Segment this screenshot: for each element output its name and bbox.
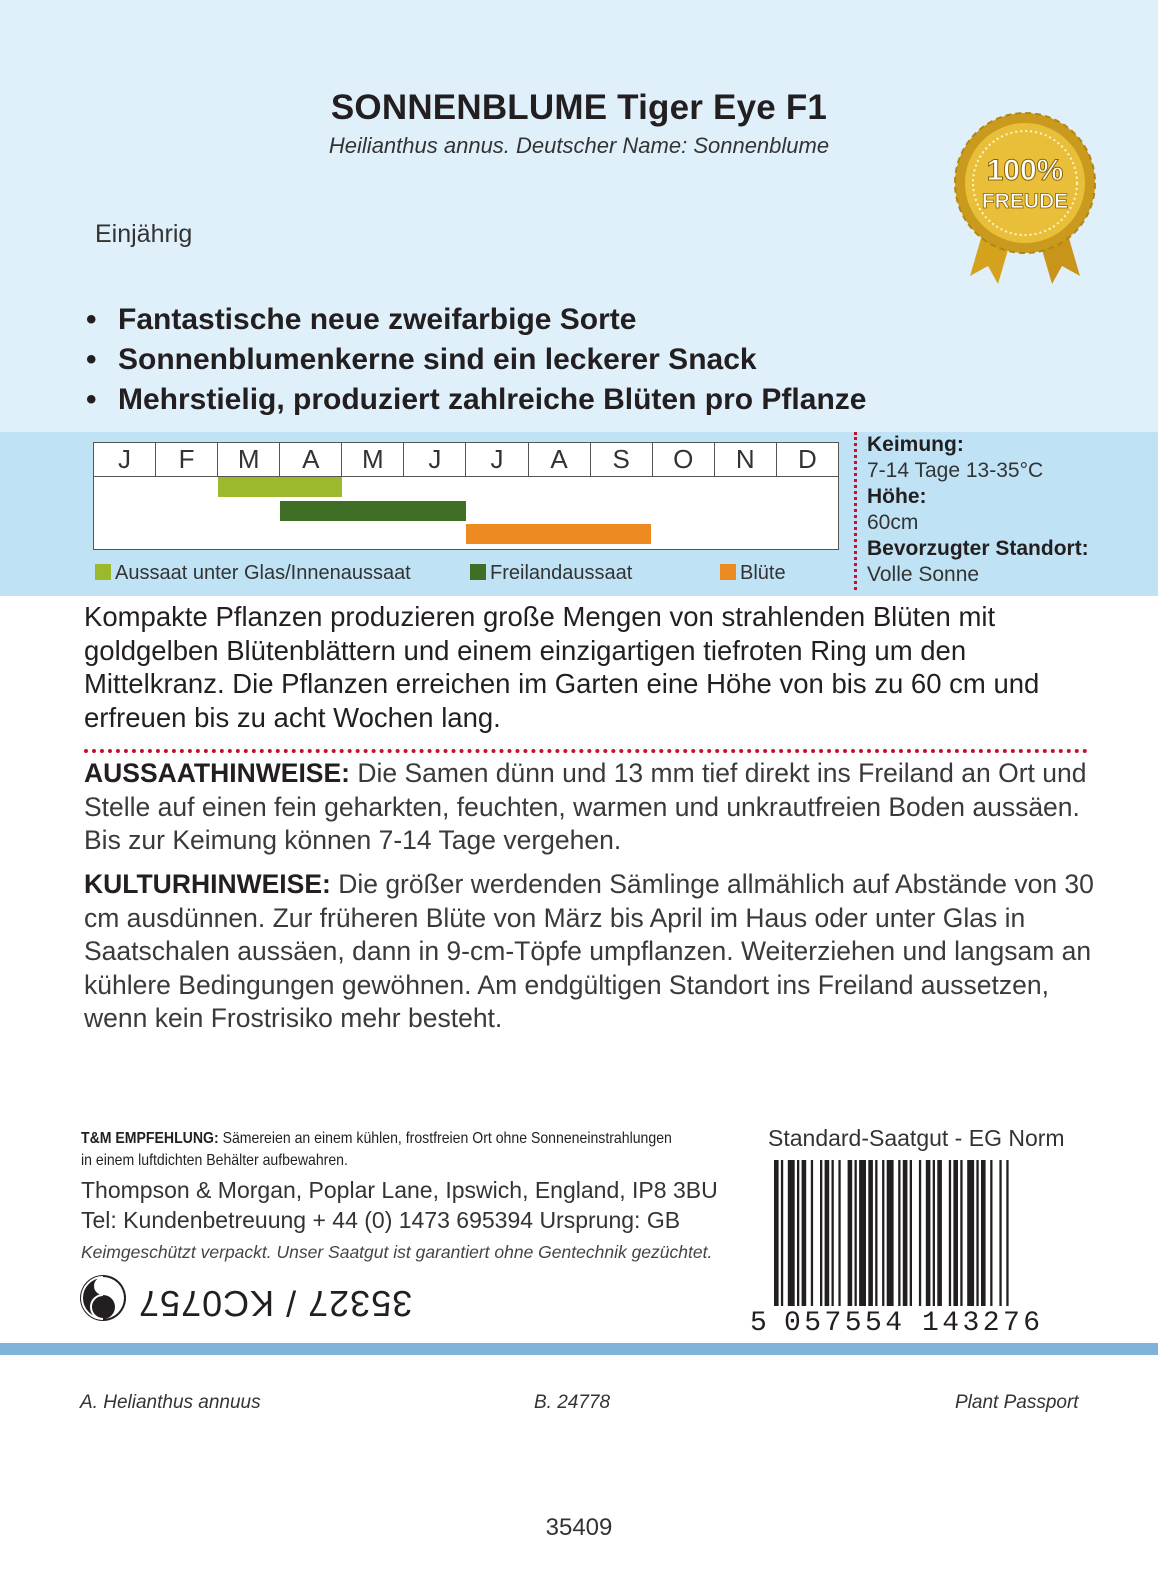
barcode-bar bbox=[990, 1160, 992, 1306]
month-label: J bbox=[466, 443, 528, 476]
barcode-digits-right: 143276 bbox=[922, 1308, 1040, 1339]
month-label: N bbox=[715, 443, 777, 476]
month-label: J bbox=[94, 443, 156, 476]
culture-instructions bbox=[84, 868, 1094, 1036]
passport-registration: B. 24778 bbox=[534, 1392, 611, 1413]
barcode-bar bbox=[910, 1160, 912, 1306]
germination-value: 7-14 Tage 13-35°C bbox=[867, 459, 1044, 482]
location-value: Volle Sonne bbox=[867, 563, 980, 586]
height-value: 60cm bbox=[867, 511, 919, 534]
month-label: A bbox=[280, 443, 342, 476]
month-label: M bbox=[342, 443, 404, 476]
freude-badge-icon bbox=[950, 108, 1100, 288]
recommendation-heading: T&M EMPFEHLUNG: bbox=[81, 1130, 219, 1147]
product-description: Kompakte Pflanzen produzieren große Mengen von strahlenden Blüten mit goldgelben Blütenblättern und einem einzigartigen tiefroten Ring um den Mittelkranz. Die Pflanzen erreichen im Garten eine Höhe von bis zu 60 cm und erfreuen bis zu acht Wochen lang. bbox=[84, 601, 1040, 733]
culture-heading: KULTURHINWEISE: bbox=[84, 869, 331, 899]
badge-percent: 100% bbox=[986, 154, 1064, 187]
packaging-note: Keimgeschützt verpackt. Unser Saatgut ist garantiert ohne Gentechnik gezüchtet. bbox=[81, 1242, 713, 1262]
product-code: 35327 / KC0757 bbox=[138, 1283, 413, 1324]
barcode-bar bbox=[937, 1160, 942, 1306]
barcode-bar bbox=[898, 1160, 900, 1306]
height-label: Höhe: bbox=[867, 485, 927, 508]
annual-label: Einjährig bbox=[95, 220, 193, 248]
barcode-bar bbox=[999, 1160, 1001, 1306]
barcode-digit-first: 5 bbox=[750, 1308, 767, 1339]
barcode-bar bbox=[788, 1160, 795, 1306]
month-label: F bbox=[156, 443, 218, 476]
sowing-instructions bbox=[84, 757, 1094, 858]
company-address: Thompson & Morgan, Poplar Lane, Ipswich, England, IP8 3BU bbox=[81, 1177, 718, 1203]
company-telephone: Tel: Kundenbetreuung + 44 (0) 1473 695394 Ursprung: GB bbox=[81, 1207, 681, 1233]
barcode-bar bbox=[825, 1160, 830, 1306]
dotted-divider bbox=[84, 749, 1088, 753]
plant-info bbox=[854, 432, 1089, 590]
month-label: D bbox=[798, 444, 817, 474]
legend-outdoor-sowing: Freilandaussaat bbox=[470, 562, 632, 585]
barcode-bar bbox=[967, 1160, 974, 1306]
barcode-bar bbox=[933, 1160, 935, 1306]
barcode-bar bbox=[949, 1160, 951, 1306]
barcode-bar bbox=[882, 1160, 884, 1306]
barcode-bar bbox=[875, 1160, 877, 1306]
barcode-bar bbox=[953, 1160, 958, 1306]
calendar-bar bbox=[280, 501, 466, 521]
sowing-calendar bbox=[93, 442, 839, 550]
passport-species: A. Helianthus annuus bbox=[80, 1392, 261, 1413]
location-label: Bevorzugter Standort: bbox=[867, 537, 1089, 560]
barcode-bar bbox=[976, 1160, 978, 1306]
barcode-bar bbox=[811, 1160, 813, 1306]
barcode-bar bbox=[781, 1160, 783, 1306]
barcode bbox=[750, 1158, 1062, 1339]
badge-word: FREUDE bbox=[981, 190, 1069, 213]
sowing-text: Die Samen dünn und 13 mm tief direkt ins Freiland an Ort und Stelle auf einen fein geharkten, feuchten, warmen und unkrautfreien Boden aussäen. Bis zur Keimung können 7-14 Tage vergehen. bbox=[84, 758, 1087, 855]
product-subtitle: Heilianthus annus. Deutscher Name: Sonnenblume bbox=[328, 133, 830, 158]
month-label: S bbox=[591, 443, 653, 476]
storage-recommendation bbox=[81, 1128, 679, 1172]
culture-text: Die größer werdenden Sämlinge allmählich auf Abstände von 30 cm ausdünnen. Zur früheren Blüte von März bis April im Haus oder unter Glas in Saatschalen aussäen, dann in 9-cm-Töpfe umpflanzen. Weiterziehen und langsam an kühlere Bedingungen gewöhnen. Am endgültigen Standort ins Freiland aussetzen, wenn kein Frostrisiko mehr besteht. bbox=[84, 869, 1094, 1033]
feature-list bbox=[86, 300, 866, 420]
barcode-bar bbox=[774, 1160, 779, 1306]
feature-item: • Fantastische neue zweifarbige Sorte bbox=[86, 303, 637, 336]
legend-swatch bbox=[470, 564, 486, 580]
barcode-bar bbox=[797, 1160, 799, 1306]
passport-label: Plant Passport bbox=[955, 1392, 1079, 1413]
calendar-bar bbox=[218, 477, 342, 497]
seed-standard: Standard-Saatgut - EG Norm bbox=[768, 1125, 1065, 1151]
barcode-bar bbox=[838, 1160, 840, 1306]
legend-indoor-sowing: Aussaat unter Glas/Innenaussaat bbox=[95, 562, 411, 585]
barcode-bar bbox=[919, 1160, 921, 1306]
barcode-bar bbox=[832, 1160, 834, 1306]
barcode-bar bbox=[887, 1160, 894, 1306]
recommendation-text: Sämereien an einem kühlen, frostfreien Ort ohne Sonneneinstrahlungen in einem luftdichten Behälter aufbewahren. bbox=[81, 1130, 672, 1169]
legend-swatch bbox=[720, 564, 736, 580]
barcode-bar bbox=[868, 1160, 873, 1306]
barcode-bar bbox=[981, 1160, 986, 1306]
legend-flowering: Blüte bbox=[720, 562, 786, 585]
barcode-bar bbox=[859, 1160, 866, 1306]
barcode-bar bbox=[848, 1160, 853, 1306]
month-label: M bbox=[218, 443, 280, 476]
barcode-bar bbox=[960, 1160, 962, 1306]
barcode-bar bbox=[855, 1160, 857, 1306]
month-label: J bbox=[404, 443, 466, 476]
month-label: A bbox=[529, 443, 591, 476]
calendar-bar bbox=[466, 524, 652, 544]
bottom-number: 35409 bbox=[545, 1514, 613, 1541]
calendar-months bbox=[94, 443, 838, 477]
feature-item: • Sonnenblumenkerne sind ein leckerer Snack bbox=[86, 343, 757, 376]
barcode-bar bbox=[903, 1160, 908, 1306]
legend-swatch bbox=[95, 564, 111, 580]
month-label: O bbox=[653, 443, 715, 476]
barcode-bar bbox=[1006, 1160, 1008, 1306]
green-dot-recycle-icon bbox=[78, 1273, 128, 1323]
feature-item: • Mehrstielig, produziert zahlreiche Blüten pro Pflanze bbox=[86, 383, 867, 416]
blue-divider-stripe bbox=[0, 1343, 1158, 1355]
sowing-heading: AUSSAATHINWEISE: bbox=[84, 758, 350, 788]
product-title: SONNENBLUME Tiger Eye F1 bbox=[330, 88, 828, 127]
germination-label: Keimung: bbox=[867, 433, 964, 456]
barcode-bar bbox=[802, 1160, 807, 1306]
barcode-bar bbox=[820, 1160, 822, 1306]
barcode-bar bbox=[926, 1160, 931, 1306]
barcode-digits-left: 057554 bbox=[784, 1308, 902, 1339]
